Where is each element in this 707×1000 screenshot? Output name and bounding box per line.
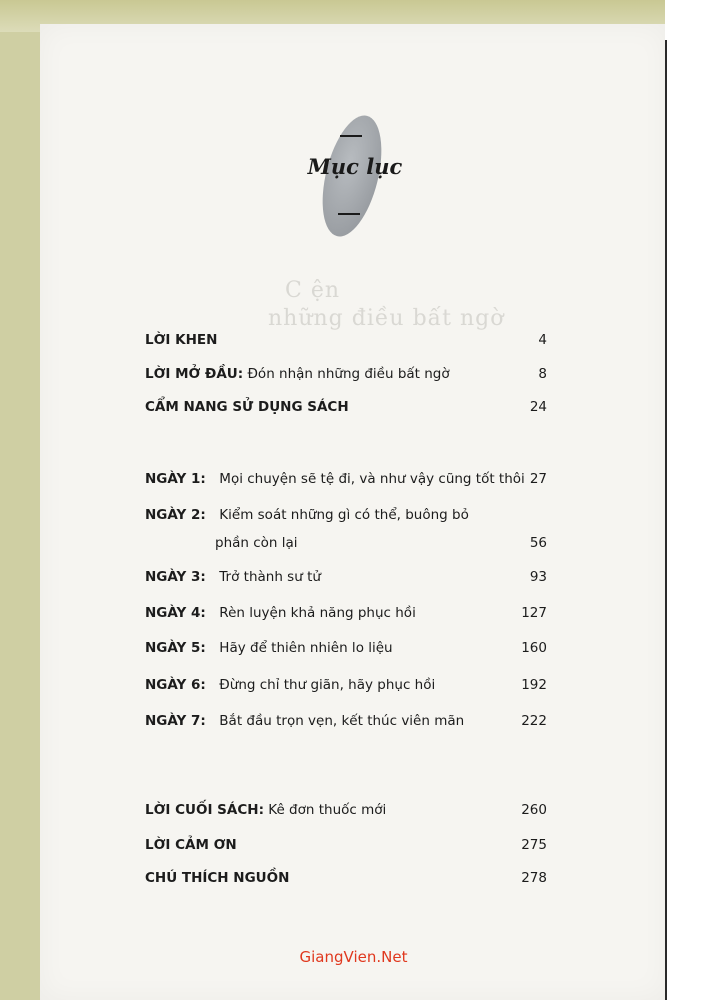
entry-label: LỜI KHEN [145,332,218,348]
title-rule-bottom [338,213,360,215]
entry-page: 24 [529,399,547,415]
entry-text: Kê đơn thuốc mới [268,802,387,818]
page-title: Mục lục [307,154,403,179]
entry-label: NGÀY 6: [145,677,206,693]
page-border-line [665,40,667,1000]
entry-text: Kiểm soát những gì có thể, buông bỏ [219,507,469,523]
entry-page: 127 [521,605,547,621]
entry-text: Bắt đầu trọn vẹn, kết thúc viên mãn [219,713,465,729]
entry-label: LỜI MỞ ĐẦU: [145,366,244,382]
entry-label: CHÚ THÍCH NGUỒN [145,870,290,886]
toc-entry-day-1[interactable] [145,468,547,490]
toc-entry-preface[interactable] [145,363,547,385]
entry-label: NGÀY 7: [145,713,206,729]
entry-page: 160 [521,640,547,656]
entry-page: 93 [529,569,547,585]
toc-entry-day-2[interactable] [145,504,547,526]
title-rule-top [340,135,362,137]
entry-page: 260 [521,802,547,818]
toc-entry-day-4[interactable] [145,602,547,624]
toc-entry-day-3[interactable] [145,566,547,588]
toc-entry-day-7[interactable] [145,710,547,732]
entry-page: 27 [529,471,547,487]
entry-text: phần còn lại [215,535,298,551]
entry-label: LỜI CẢM ƠN [145,837,237,853]
page-edge [665,0,707,1000]
toc-entry-praise[interactable] [145,329,547,351]
toc-entry-day-5[interactable] [145,637,547,659]
bleed-through-text: những điều bất ngờ [268,306,505,331]
entry-text: Đừng chỉ thư giãn, hãy phục hồi [219,677,436,693]
entry-text: Rèn luyện khả năng phục hồi [219,605,416,621]
toc-entry-day-2-continued[interactable] [215,532,547,554]
toc-entry-acknowledgements[interactable] [145,834,547,856]
toc-entry-day-6[interactable] [145,674,547,696]
entry-page: 8 [538,366,547,382]
entry-page: 192 [521,677,547,693]
bleed-through-text: C ện [285,278,341,303]
entry-text: Trở thành sư tử [219,569,321,585]
entry-label: CẨM NANG SỬ DỤNG SÁCH [145,399,349,415]
toc-entry-guide[interactable] [145,396,547,418]
entry-page: 56 [529,535,547,551]
entry-label: NGÀY 2: [145,507,206,523]
entry-label: NGÀY 4: [145,605,206,621]
entry-text: Đón nhận những điều bất ngờ [247,366,450,382]
entry-text: Hãy để thiên nhiên lo liệu [219,640,393,656]
entry-page: 275 [521,837,547,853]
watermark-link[interactable]: GiangVien.Net [299,948,408,966]
entry-label: NGÀY 5: [145,640,206,656]
entry-text: Mọi chuyện sẽ tệ đi, và như vậy cũng tốt thôi [219,471,525,487]
toc-entry-afterword[interactable] [145,799,547,821]
entry-label: LỜI CUỐI SÁCH: [145,802,264,818]
entry-page: 4 [538,332,547,348]
entry-label: NGÀY 1: [145,471,206,487]
entry-page: 222 [521,713,547,729]
toc-entry-sources[interactable] [145,867,547,889]
entry-page: 278 [521,870,547,886]
entry-label: NGÀY 3: [145,569,206,585]
